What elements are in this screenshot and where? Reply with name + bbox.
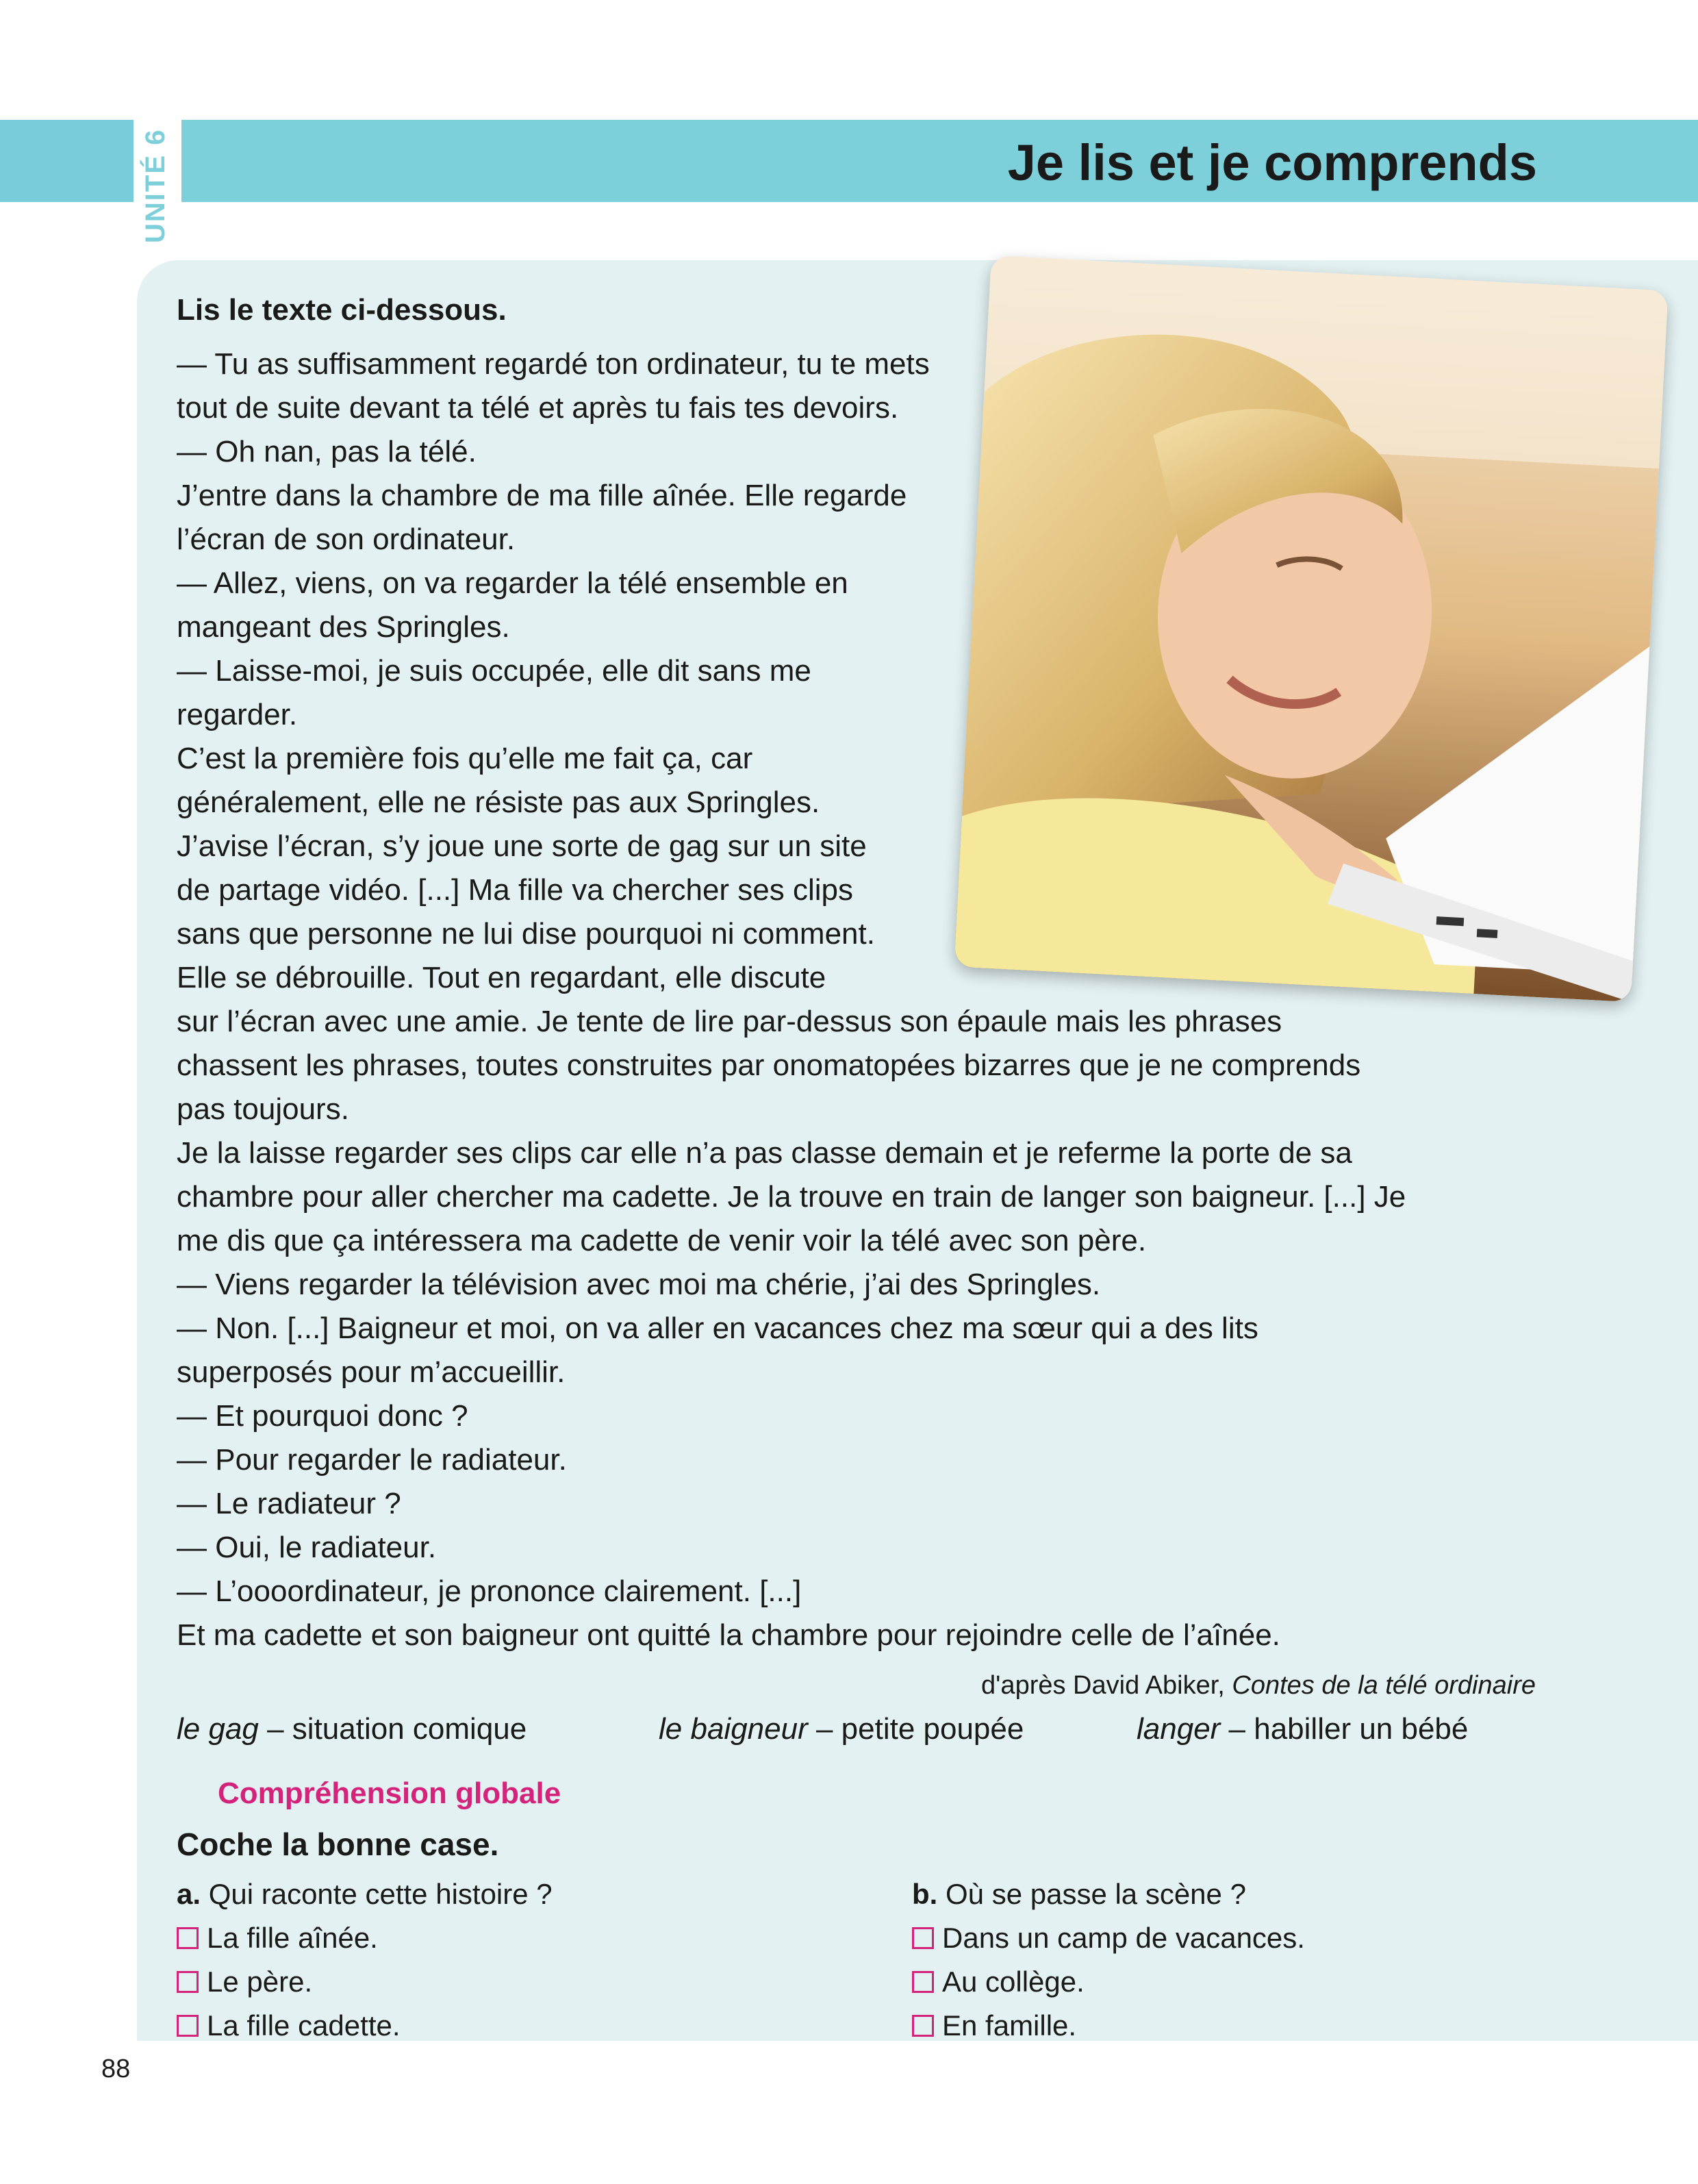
passage-line: pas toujours. xyxy=(177,1092,349,1126)
passage-line: généralement, elle ne résiste pas aux Springles. xyxy=(177,786,820,819)
checkbox[interactable] xyxy=(177,1927,199,1949)
passage-line: — Allez, viens, on va regarder la télé ensemble en xyxy=(177,566,848,600)
checkbox[interactable] xyxy=(912,1927,934,1949)
source-prefix: d'après David Abiker, xyxy=(981,1671,1232,1700)
passage-line: Je la laisse regarder ses clips car elle n’a pas classe demain et je referme la porte de sa xyxy=(177,1136,1352,1170)
section-title: Compréhension globale xyxy=(218,1777,561,1810)
glossary-term: le gag xyxy=(177,1712,259,1746)
option-row xyxy=(912,2004,1076,2048)
checkbox[interactable] xyxy=(912,1971,934,1993)
glossary-entry xyxy=(1137,1712,1468,1746)
glossary-term: langer xyxy=(1137,1712,1221,1746)
checkbox[interactable] xyxy=(912,2015,934,2037)
passage-line: tout de suite devant ta télé et après tu fais tes devoirs. xyxy=(177,391,899,425)
glossary-entry xyxy=(177,1712,527,1746)
glossary-definition: – habiller un bébé xyxy=(1220,1712,1469,1746)
passage-line: regarder. xyxy=(177,698,298,731)
passage-line: — Le radiateur ? xyxy=(177,1487,401,1520)
glossary-definition: – petite poupée xyxy=(807,1712,1024,1746)
question-text: Où se passe la scène ? xyxy=(937,1878,1246,1910)
passage-line: — Non. [...] Baigneur et moi, on va aller en vacances chez ma sœur qui a des lits xyxy=(177,1311,1258,1345)
passage-line: l’écran de son ordinateur. xyxy=(177,523,516,556)
page-number: 88 xyxy=(101,2055,131,2083)
passage-line: — L’oooordinateur, je prononce clairement. [...] xyxy=(177,1574,802,1608)
passage-line: Et ma cadette et son baigneur ont quitté la chambre pour rejoindre celle de l’aînée. xyxy=(177,1618,1280,1652)
girl-at-laptop-photo xyxy=(954,255,1668,1002)
option-row xyxy=(177,1916,378,1960)
passage-line: C’est la première fois qu’elle me fait ça, car xyxy=(177,742,753,775)
source-citation xyxy=(981,1671,1536,1700)
passage-line: sur l’écran avec une amie. Je tente de lire par-dessus son épaule mais les phrases xyxy=(177,1005,1282,1038)
passage-line: chassent les phrases, toutes construites par onomatopées bizarres que je ne comprends xyxy=(177,1049,1361,1082)
glossary-definition: – situation comique xyxy=(258,1712,527,1746)
passage-line: — Oui, le radiateur. xyxy=(177,1531,437,1564)
task-instruction: Coche la bonne case. xyxy=(177,1827,499,1862)
passage-line: — Oh nan, pas la télé. xyxy=(177,435,477,468)
passage-line: mangeant des Springles. xyxy=(177,610,510,644)
passage-line: — Laisse-moi, je suis occupée, elle dit sans me xyxy=(177,654,811,688)
glossary-term: le baigneur xyxy=(659,1712,808,1746)
question-letter: b. xyxy=(912,1878,938,1910)
checkbox[interactable] xyxy=(177,1971,199,1993)
glossary-entry xyxy=(659,1712,1024,1746)
passage-line: me dis que ça intéressera ma cadette de venir voir la télé avec son père. xyxy=(177,1224,1147,1257)
question-a xyxy=(177,1872,553,1916)
reading-instruction: Lis le texte ci-dessous. xyxy=(177,293,507,327)
source-work: Contes de la télé ordinaire xyxy=(1232,1671,1536,1700)
option-label: La fille aînée. xyxy=(207,1922,378,1954)
passage-line: — Viens regarder la télévision avec moi ma chérie, j’ai des Springles. xyxy=(177,1268,1101,1301)
checkbox[interactable] xyxy=(177,2015,199,2037)
passage-line: de partage vidéo. [...] Ma fille va chercher ses clips xyxy=(177,873,854,907)
passage-line: superposés pour m’accueillir. xyxy=(177,1355,566,1389)
passage-line: sans que personne ne lui dise pourquoi ni comment. xyxy=(177,917,875,951)
option-label: En famille. xyxy=(942,2009,1077,2042)
option-row xyxy=(912,1916,1305,1960)
passage-line: J’entre dans la chambre de ma fille aînée. Elle regarde xyxy=(177,479,907,512)
question-letter: a. xyxy=(177,1878,201,1910)
passage-line: Elle se débrouille. Tout en regardant, elle discute xyxy=(177,961,826,994)
option-label: Le père. xyxy=(207,1966,313,1998)
option-row xyxy=(177,2004,401,2048)
question-b xyxy=(912,1872,1246,1916)
option-label: La fille cadette. xyxy=(207,2009,401,2042)
passage-line: — Pour regarder le radiateur. xyxy=(177,1443,567,1477)
passage-line: J’avise l’écran, s’y joue une sorte de gag sur un site xyxy=(177,829,867,863)
option-row xyxy=(912,1960,1085,2004)
passage-line: chambre pour aller chercher ma cadette. Je la trouve en train de langer son baigneur. [...] Je xyxy=(177,1180,1406,1214)
passage-line: — Tu as suffisamment regardé ton ordinateur, tu te mets xyxy=(177,347,930,381)
page-title: Je lis et je comprends xyxy=(1007,134,1537,191)
option-label: Au collège. xyxy=(942,1966,1085,1998)
option-label: Dans un camp de vacances. xyxy=(942,1922,1305,1954)
unit-label: UNITÉ 6 xyxy=(140,128,170,243)
option-row xyxy=(177,1960,312,2004)
passage-line: — Et pourquoi donc ? xyxy=(177,1399,468,1433)
question-text: Qui raconte cette histoire ? xyxy=(201,1878,553,1910)
